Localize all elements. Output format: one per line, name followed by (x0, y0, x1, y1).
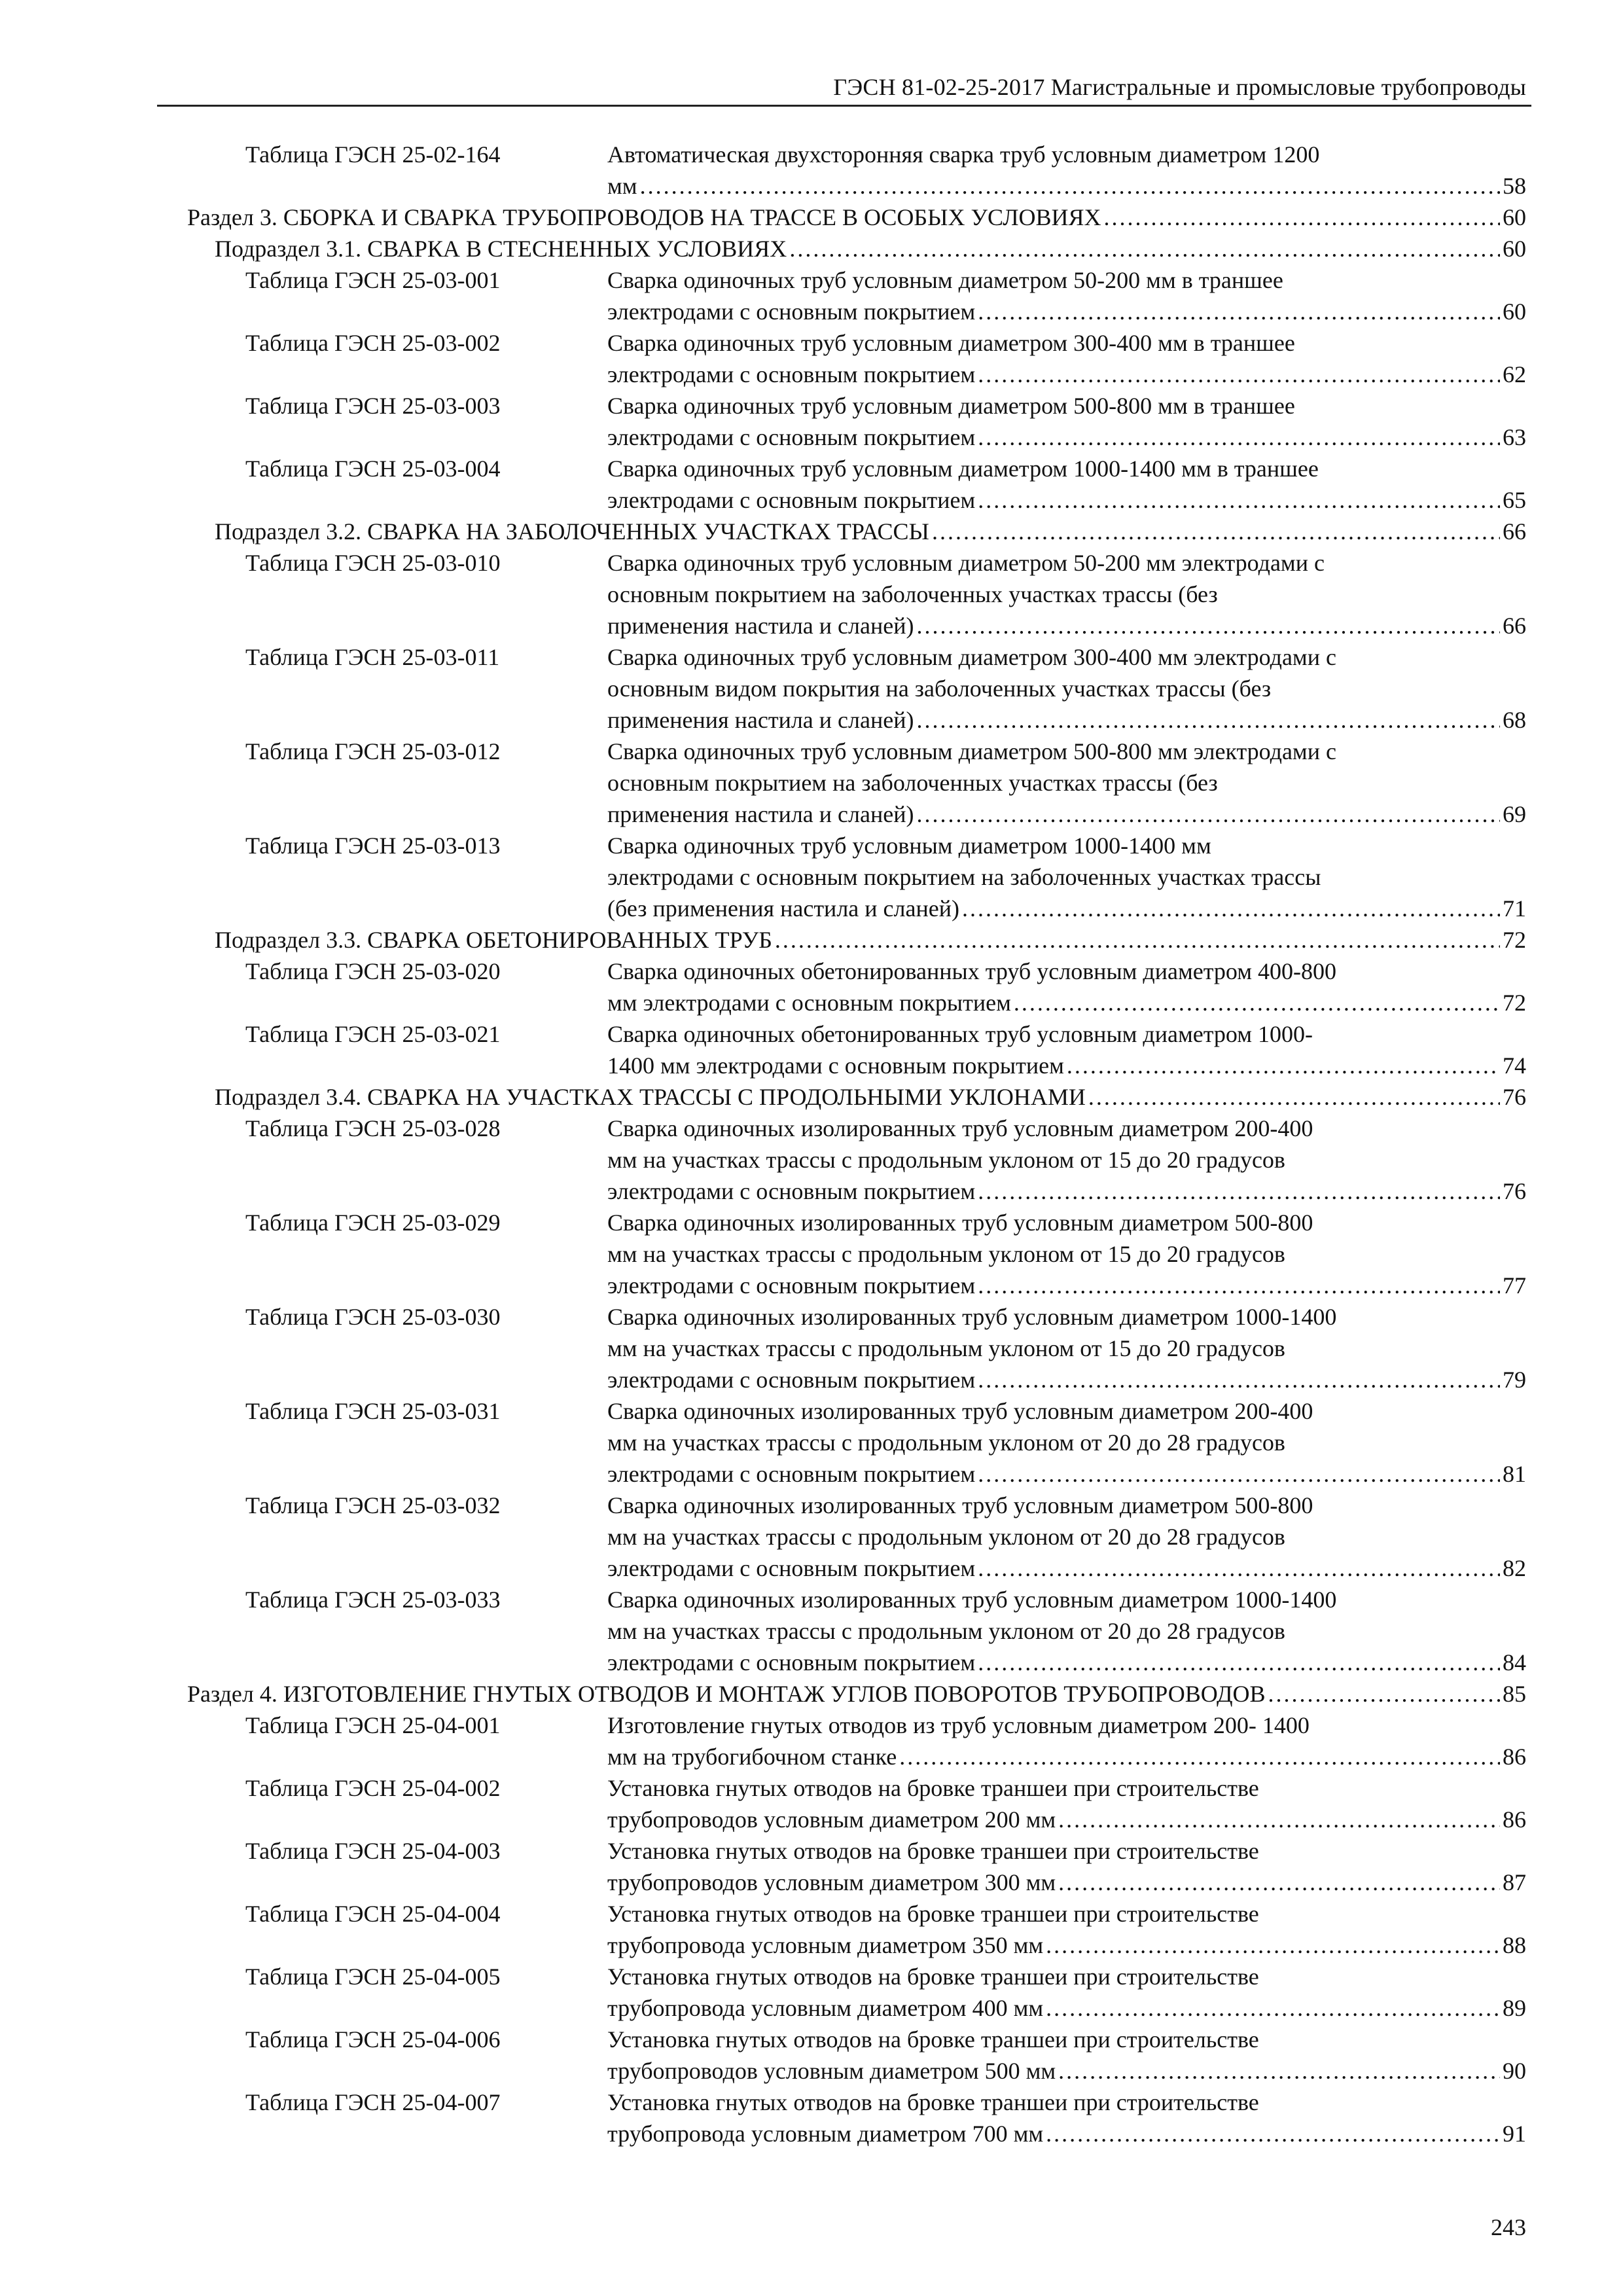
toc-table-description (607, 1772, 1526, 1835)
toc-text: электродами с основным покрытием (607, 1649, 976, 1676)
toc-line (607, 579, 1526, 610)
dot-leader (978, 1458, 1500, 1490)
toc-table-label: Таблица ГЭСН 25-03-013 (245, 833, 501, 859)
dot-leader (978, 1552, 1500, 1584)
toc-text: Сварка одиночных труб условным диаметром 1000-1400 мм в траншее (607, 456, 1319, 482)
toc-text: Раздел 3. СБОРКА И СВАРКА ТРУБОПРОВОДОВ НА ТРАССЕ В ОСОБЫХ УСЛОВИЯХ (187, 204, 1101, 230)
toc-text: Сварка одиночных изолированных труб условным диаметром 500-800 (607, 1492, 1313, 1518)
toc-table-entry (0, 830, 1623, 924)
toc-line (607, 359, 1526, 390)
toc-page-number: 66 (1503, 518, 1526, 545)
toc-table-description (607, 1018, 1526, 1081)
toc-line (607, 1929, 1526, 1961)
toc-table-label: Таблица ГЭСН 25-04-001 (245, 1712, 501, 1738)
toc-text: Раздел 4. ИЗГОТОВЛЕНИЕ ГНУТЫХ ОТВОДОВ И МОНТАЖ УГЛОВ ПОВОРОТОВ ТРУБОПРОВОДОВ (187, 1681, 1266, 1707)
toc-text: Подраздел 3.2. СВАРКА НА ЗАБОЛОЧЕННЫХ УЧАСТКАХ ТРАССЫ (215, 518, 929, 545)
toc-line (187, 1678, 1526, 1710)
toc-text: электродами с основным покрытием (607, 298, 976, 325)
toc-table-description (607, 956, 1526, 1018)
toc-line (607, 1647, 1526, 1678)
toc-text: мм на участках трассы с продольным уклоном от 15 до 20 градусов (607, 1147, 1285, 1173)
toc-page-number: 68 (1503, 707, 1526, 733)
toc-table-description (607, 1490, 1526, 1584)
toc-line (607, 1521, 1526, 1552)
toc-line (607, 484, 1526, 516)
toc-line (607, 170, 1526, 202)
toc-table-label: Таблица ГЭСН 25-03-030 (245, 1304, 501, 1330)
dot-leader (978, 422, 1500, 453)
toc-table-label: Таблица ГЭСН 25-03-010 (245, 550, 501, 576)
toc-page-number: 76 (1503, 1178, 1526, 1204)
toc-table-label: Таблица ГЭСН 25-04-006 (245, 2026, 501, 2053)
toc-text: трубопровода условным диаметром 400 мм (607, 1995, 1044, 2021)
toc-table-label: Таблица ГЭСН 25-04-005 (245, 1964, 501, 1990)
toc-text: электродами с основным покрытием (607, 1461, 976, 1487)
toc-table-label: Таблица ГЭСН 25-03-032 (245, 1492, 501, 1518)
toc-line (607, 893, 1526, 924)
toc-text: применения настила и сланей) (607, 613, 914, 639)
toc-line (607, 2055, 1526, 2087)
toc-table-label: Таблица ГЭСН 25-03-003 (245, 393, 501, 419)
toc-table-entry (0, 1961, 1623, 2024)
toc-line (607, 1050, 1526, 1081)
toc-line (607, 1113, 1526, 1144)
toc-table-label: Таблица ГЭСН 25-03-011 (245, 644, 500, 670)
toc-table-description (607, 1710, 1526, 1772)
toc-page-number: 88 (1503, 1932, 1526, 1958)
toc-line (607, 2087, 1526, 2118)
toc-text: Установка гнутых отводов на бровке траншеи при строительстве (607, 1775, 1259, 1801)
dot-leader (916, 704, 1500, 736)
toc-line (607, 704, 1526, 736)
toc-line (187, 202, 1526, 233)
toc-line (607, 1207, 1526, 1238)
toc-text: электродами с основным покрытием (607, 1367, 976, 1393)
toc-text: Изготовление гнутых отводов из труб условным диаметром 200- 1400 (607, 1712, 1310, 1738)
toc-page-number: 60 (1503, 298, 1526, 325)
toc-page-number: 82 (1503, 1555, 1526, 1581)
toc-line (215, 1081, 1526, 1113)
dot-leader (1067, 1050, 1500, 1081)
toc-text: электродами с основным покрытием (607, 424, 976, 450)
toc-text: мм на участках трассы с продольным уклоном от 20 до 28 градусов (607, 1524, 1285, 1550)
dot-leader (1104, 202, 1500, 233)
running-header: ГЭСН 81-02-25-2017 Магистральные и промысловые трубопроводы (833, 74, 1526, 100)
toc-table-description (607, 1301, 1526, 1395)
toc-line (607, 1427, 1526, 1458)
toc-text: Установка гнутых отводов на бровке траншеи при строительстве (607, 2089, 1259, 2115)
toc-table-entry (0, 390, 1623, 453)
dot-leader (932, 516, 1500, 547)
toc-table-description (607, 1961, 1526, 2024)
toc-text: Сварка одиночных труб условным диаметром 300-400 мм электродами с (607, 644, 1336, 670)
toc-page-number: 90 (1503, 2058, 1526, 2084)
toc-subsection (0, 924, 1623, 956)
dot-leader (916, 610, 1500, 641)
toc-text: основным покрытием на заболоченных участках трассы (без (607, 770, 1218, 796)
toc-line (607, 1804, 1526, 1835)
toc-text: электродами с основным покрытием на заболоченных участках трассы (607, 864, 1321, 890)
toc-line (607, 1615, 1526, 1647)
toc-text: трубопроводов условным диаметром 200 мм (607, 1806, 1056, 1833)
toc-line (607, 1584, 1526, 1615)
toc-text: Сварка одиночных труб условным диаметром 50-200 мм электродами с (607, 550, 1325, 576)
toc-page-number: 69 (1503, 801, 1526, 827)
toc-text: мм на участках трассы с продольным уклоном от 15 до 20 градусов (607, 1241, 1285, 1267)
toc-subsection (0, 233, 1623, 264)
toc-page-number: 87 (1503, 1869, 1526, 1895)
toc-text: трубопровода условным диаметром 700 мм (607, 2121, 1044, 2147)
toc-line (215, 924, 1526, 956)
toc-table-label: Таблица ГЭСН 25-03-021 (245, 1021, 501, 1047)
toc-page-number: 62 (1503, 361, 1526, 387)
toc-table-description (607, 453, 1526, 516)
toc-page-number: 84 (1503, 1649, 1526, 1676)
toc-text: (без применения настила и сланей) (607, 895, 959, 922)
toc-table-entry (0, 1207, 1623, 1301)
toc-line (607, 1710, 1526, 1741)
toc-page-number: 58 (1503, 173, 1526, 199)
toc-text: 1400 мм электродами с основным покрытием (607, 1052, 1064, 1079)
toc-page-number: 76 (1503, 1084, 1526, 1110)
dot-leader (1058, 1804, 1500, 1835)
toc-page-number: 77 (1503, 1272, 1526, 1299)
dot-leader (978, 1270, 1500, 1301)
dot-leader (1046, 1992, 1500, 2024)
toc-table-entry (0, 1898, 1623, 1961)
toc-page-number: 74 (1503, 1052, 1526, 1079)
dot-leader (978, 1175, 1500, 1207)
dot-leader (978, 359, 1500, 390)
toc-text: мм на участках трассы с продольным уклоном от 20 до 28 градусов (607, 1618, 1285, 1644)
toc-line (607, 1364, 1526, 1395)
toc-table-label: Таблица ГЭСН 25-03-033 (245, 1587, 501, 1613)
page-number: 243 (1491, 2214, 1526, 2240)
dot-leader (775, 924, 1500, 956)
toc-text: Установка гнутых отводов на бровке траншеи при строительстве (607, 1838, 1259, 1864)
toc-text: Сварка одиночных обетонированных труб условным диаметром 1000- (607, 1021, 1313, 1047)
dot-leader (1268, 1678, 1500, 1710)
toc-table-entry (0, 2024, 1623, 2087)
toc-line (607, 1175, 1526, 1207)
toc-line (607, 1490, 1526, 1521)
toc-text: Подраздел 3.4. СВАРКА НА УЧАСТКАХ ТРАССЫ С ПРОДОЛЬНЫМИ УКЛОНАМИ (215, 1084, 1086, 1110)
toc-text: применения настила и сланей) (607, 801, 914, 827)
toc-table-entry (0, 1395, 1623, 1490)
toc-table-label: Таблица ГЭСН 25-03-029 (245, 1210, 501, 1236)
toc-page-number: 72 (1503, 990, 1526, 1016)
toc-table-description (607, 1207, 1526, 1301)
toc-page-number: 71 (1503, 895, 1526, 922)
toc-subsection (0, 1081, 1623, 1113)
toc-table-entry (0, 1584, 1623, 1678)
toc-line (607, 736, 1526, 767)
toc-line (607, 830, 1526, 861)
toc-table-label: Таблица ГЭСН 25-04-003 (245, 1838, 501, 1864)
toc-line (607, 2024, 1526, 2055)
dot-leader (916, 798, 1500, 830)
toc-page-number: 60 (1503, 204, 1526, 230)
toc-page-number: 81 (1503, 1461, 1526, 1487)
toc-table-description (607, 1584, 1526, 1678)
toc-table-entry (0, 641, 1623, 736)
toc-line (215, 233, 1526, 264)
toc-table-description (607, 1835, 1526, 1898)
toc-text: трубопроводов условным диаметром 300 мм (607, 1869, 1056, 1895)
toc-line (607, 327, 1526, 359)
toc-line (607, 1867, 1526, 1898)
toc-page-number: 85 (1503, 1681, 1526, 1707)
toc-table-entry (0, 1018, 1623, 1081)
toc-text: трубопровода условным диаметром 350 мм (607, 1932, 1044, 1958)
toc-line (607, 1270, 1526, 1301)
toc-table-entry (0, 1113, 1623, 1207)
toc-line (607, 390, 1526, 422)
toc-text: Сварка одиночных изолированных труб условным диаметром 1000-1400 (607, 1587, 1337, 1613)
toc-text: Сварка одиночных изолированных труб условным диаметром 200-400 (607, 1398, 1313, 1424)
toc-text: электродами с основным покрытием (607, 487, 976, 513)
toc-line (607, 641, 1526, 673)
toc-line (607, 1898, 1526, 1929)
toc-line (607, 1458, 1526, 1490)
dot-leader (899, 1741, 1500, 1772)
toc-table-description (607, 736, 1526, 830)
toc-text: Сварка одиночных изолированных труб условным диаметром 200-400 (607, 1115, 1313, 1141)
toc-line (607, 1835, 1526, 1867)
toc-table-entry (0, 139, 1623, 202)
toc-text: мм электродами с основным покрытием (607, 990, 1011, 1016)
toc-table-label: Таблица ГЭСН 25-03-001 (245, 267, 501, 293)
dot-leader (1058, 2055, 1500, 2087)
toc-table-entry (0, 1301, 1623, 1395)
toc-page-number: 60 (1503, 236, 1526, 262)
toc-line (607, 1772, 1526, 1804)
toc-text: Сварка одиночных изолированных труб условным диаметром 1000-1400 (607, 1304, 1337, 1330)
toc-text: мм на участках трассы с продольным уклоном от 20 до 28 градусов (607, 1429, 1285, 1456)
toc-line (607, 861, 1526, 893)
toc-line (607, 264, 1526, 296)
toc-table-description (607, 264, 1526, 327)
dot-leader (978, 296, 1500, 327)
toc-table-entry (0, 1835, 1623, 1898)
toc-table-description (607, 139, 1526, 202)
toc-line (607, 1144, 1526, 1175)
toc-table-entry (0, 2087, 1623, 2149)
dot-leader (978, 1364, 1500, 1395)
dot-leader (789, 233, 1500, 264)
toc-table-description (607, 641, 1526, 736)
toc-line (607, 422, 1526, 453)
dot-leader (978, 484, 1500, 516)
toc-text: Сварка одиночных труб условным диаметром 300-400 мм в траншее (607, 330, 1295, 356)
toc-page-number: 66 (1503, 613, 1526, 639)
toc-text: Сварка одиночных труб условным диаметром 1000-1400 мм (607, 833, 1211, 859)
toc-text: Установка гнутых отводов на бровке траншеи при строительстве (607, 1901, 1259, 1927)
toc-line (607, 1301, 1526, 1333)
toc-section (0, 1678, 1623, 1710)
dot-leader (640, 170, 1500, 202)
toc-text: Сварка одиночных изолированных труб условным диаметром 500-800 (607, 1210, 1313, 1236)
dot-leader (1046, 1929, 1500, 1961)
toc-table-label: Таблица ГЭСН 25-04-002 (245, 1775, 501, 1801)
toc-page-number: 86 (1503, 1744, 1526, 1770)
toc-text: электродами с основным покрытием (607, 361, 976, 387)
toc-table-entry (0, 956, 1623, 1018)
toc-line (607, 1395, 1526, 1427)
toc-table-label: Таблица ГЭСН 25-03-004 (245, 456, 501, 482)
toc-line (607, 453, 1526, 484)
table-of-contents (0, 139, 1623, 2149)
toc-table-label: Таблица ГЭСН 25-03-031 (245, 1398, 501, 1424)
toc-table-description (607, 2024, 1526, 2087)
toc-line (607, 1238, 1526, 1270)
toc-text: электродами с основным покрытием (607, 1555, 976, 1581)
toc-page-number: 89 (1503, 1995, 1526, 2021)
toc-text: Подраздел 3.3. СВАРКА ОБЕТОНИРОВАННЫХ ТРУБ (215, 927, 772, 953)
toc-text: Сварка одиночных труб условным диаметром 500-800 мм электродами с (607, 738, 1336, 764)
toc-table-label: Таблица ГЭСН 25-03-002 (245, 330, 501, 356)
toc-text: мм на трубогибочном станке (607, 1744, 897, 1770)
toc-page-number: 91 (1503, 2121, 1526, 2147)
header-rule (157, 105, 1531, 107)
toc-line (607, 139, 1526, 170)
toc-line (607, 1741, 1526, 1772)
toc-line (607, 1018, 1526, 1050)
toc-table-description (607, 2087, 1526, 2149)
dot-leader (978, 1647, 1500, 1678)
toc-subsection (0, 516, 1623, 547)
toc-table-description (607, 547, 1526, 641)
toc-line (607, 767, 1526, 798)
toc-table-description (607, 327, 1526, 390)
toc-line (607, 987, 1526, 1018)
toc-table-entry (0, 1490, 1623, 1584)
toc-page-number: 86 (1503, 1806, 1526, 1833)
toc-table-entry (0, 736, 1623, 830)
toc-line (607, 1552, 1526, 1584)
toc-table-entry (0, 1710, 1623, 1772)
toc-text: применения настила и сланей) (607, 707, 914, 733)
toc-line (607, 610, 1526, 641)
toc-page-number: 79 (1503, 1367, 1526, 1393)
toc-line (607, 1961, 1526, 1992)
toc-text: электродами с основным покрытием (607, 1178, 976, 1204)
toc-line (607, 673, 1526, 704)
toc-table-entry (0, 327, 1623, 390)
dot-leader (1046, 2118, 1500, 2149)
toc-page-number: 72 (1503, 927, 1526, 953)
toc-text: трубопроводов условным диаметром 500 мм (607, 2058, 1056, 2084)
toc-table-label: Таблица ГЭСН 25-02-164 (245, 141, 501, 168)
toc-text: Установка гнутых отводов на бровке траншеи при строительстве (607, 1964, 1259, 1990)
toc-line (607, 547, 1526, 579)
toc-line (607, 2118, 1526, 2149)
toc-text: основным видом покрытия на заболоченных участках трассы (без (607, 675, 1272, 702)
toc-table-label: Таблица ГЭСН 25-03-012 (245, 738, 501, 764)
dot-leader (1014, 987, 1500, 1018)
toc-line (607, 1992, 1526, 2024)
toc-line (607, 956, 1526, 987)
toc-line (607, 1333, 1526, 1364)
toc-table-description (607, 1395, 1526, 1490)
toc-text: электродами с основным покрытием (607, 1272, 976, 1299)
toc-line (215, 516, 1526, 547)
toc-text: Установка гнутых отводов на бровке траншеи при строительстве (607, 2026, 1259, 2053)
toc-text: Автоматическая двухсторонняя сварка труб условным диаметром 1200 (607, 141, 1320, 168)
toc-table-label: Таблица ГЭСН 25-03-020 (245, 958, 501, 984)
toc-text: мм (607, 173, 637, 199)
toc-text: мм на участках трассы с продольным уклоном от 15 до 20 градусов (607, 1335, 1285, 1361)
toc-page-number: 63 (1503, 424, 1526, 450)
toc-text: Подраздел 3.1. СВАРКА В СТЕСНЕННЫХ УСЛОВИЯХ (215, 236, 787, 262)
dot-leader (1058, 1867, 1500, 1898)
toc-table-label: Таблица ГЭСН 25-04-004 (245, 1901, 501, 1927)
toc-table-label: Таблица ГЭСН 25-03-028 (245, 1115, 501, 1141)
dot-leader (962, 893, 1500, 924)
toc-page-number: 65 (1503, 487, 1526, 513)
toc-table-description (607, 1898, 1526, 1961)
toc-table-entry (0, 1772, 1623, 1835)
toc-table-description (607, 830, 1526, 924)
toc-text: Сварка одиночных труб условным диаметром 500-800 мм в траншее (607, 393, 1295, 419)
toc-table-description (607, 390, 1526, 453)
toc-table-entry (0, 264, 1623, 327)
toc-text: Сварка одиночных труб условным диаметром 50-200 мм в траншее (607, 267, 1283, 293)
toc-table-entry (0, 547, 1623, 641)
toc-text: основным покрытием на заболоченных участках трассы (без (607, 581, 1218, 607)
toc-table-label: Таблица ГЭСН 25-04-007 (245, 2089, 501, 2115)
dot-leader (1088, 1081, 1500, 1113)
toc-line (607, 296, 1526, 327)
toc-line (607, 798, 1526, 830)
toc-section (0, 202, 1623, 233)
toc-text: Сварка одиночных обетонированных труб условным диаметром 400-800 (607, 958, 1336, 984)
toc-table-entry (0, 453, 1623, 516)
toc-table-description (607, 1113, 1526, 1207)
